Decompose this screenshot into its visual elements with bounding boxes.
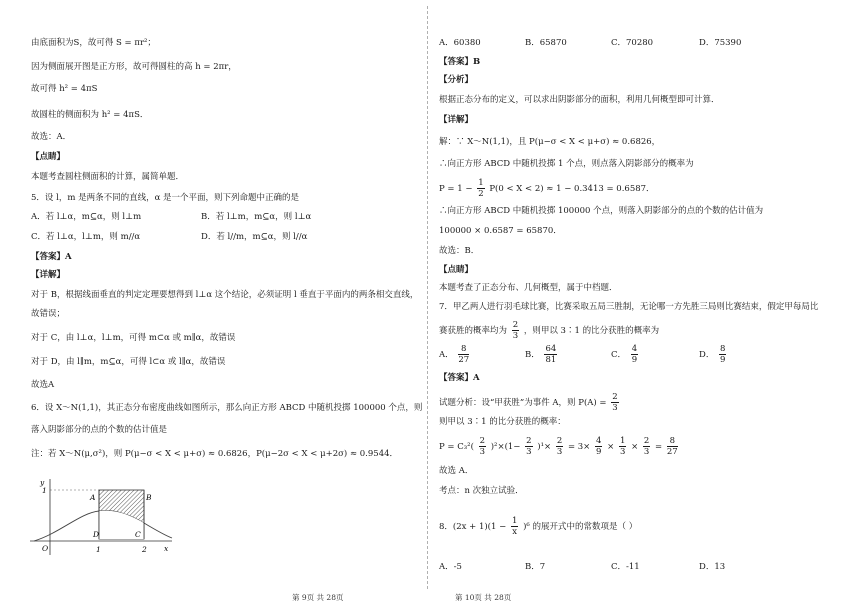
fraction	[525, 436, 532, 457]
text-line: 故选：A．	[31, 132, 72, 142]
option-a: A．-5	[439, 562, 462, 572]
fraction-denominator: 3	[556, 447, 563, 457]
formula-text: ×	[607, 442, 615, 452]
fraction-numerator: 1	[619, 436, 626, 446]
option-letter: B．	[525, 350, 540, 360]
formula-text: ×	[631, 442, 639, 452]
text-line: 则甲以 3∶1 的比分获胜的概率：	[439, 417, 566, 427]
option-c: C．若 l⊥α，l⊥m，则 m//α	[31, 232, 141, 242]
answer-label: 【答案】B	[439, 57, 481, 67]
text-line: 本题考查了正态分布、几何概型，属于中档题．	[439, 283, 618, 293]
question-6: 6．设 X～N(1,1)，其正态分布密度曲线如图所示，那么向正方形 ABCD 中随机投掷 100000 个点，则	[31, 403, 423, 413]
page-footer: 第 9页 共 28页	[292, 593, 344, 602]
left-page	[0, 0, 427, 607]
fraction-denominator: 27	[458, 355, 470, 365]
fraction-numerator: 1	[478, 178, 484, 188]
fraction	[631, 344, 638, 365]
fraction-denominator: 3	[512, 331, 519, 341]
section-heading: 【详解】	[439, 115, 474, 125]
section-heading: 【详解】	[31, 270, 66, 280]
normal-distribution-figure	[30, 475, 175, 557]
formula-text: 8．(2x + 1)(1 −	[439, 522, 507, 532]
fraction-denominator: x	[512, 527, 518, 537]
fraction	[479, 436, 486, 457]
fraction-denominator: 3	[479, 447, 486, 457]
question-7: 7．甲乙两人进行羽毛球比赛，比赛采取五局三胜制，无论哪一方先胜三局则比赛结束，假定甲每局比	[439, 302, 819, 312]
text-line: 对于 B，根据线面垂直的判定定理要想得到 l⊥α 这个结论，必须证明 l 垂直于平面内的两条相交直线，	[31, 290, 419, 300]
formula-text: =	[655, 442, 663, 452]
formula-line	[439, 436, 680, 457]
text-line: ∴向正方形 ABCD 中随机投掷 100000 个点，则落入阴影部分的点的个数的估计值为	[439, 206, 764, 216]
question-5: 5．设 l，m 是两条不同的直线，α 是一个平面，则下列命题中正确的是	[31, 193, 300, 203]
option-letter: A．	[439, 350, 454, 360]
fraction-numerator: 8	[458, 344, 469, 355]
fraction-denominator: 3	[612, 403, 618, 413]
option-a: A．若 l⊥α，m⊆α，则 l⊥m	[31, 212, 142, 222]
text-line: 落入阴影部分的点的个数的估计值是	[31, 425, 168, 435]
option-d: D．75390	[699, 38, 742, 48]
option-letter: C．	[611, 350, 627, 360]
text-segment: ，则甲以 3∶1 的比分获胜的概率为	[523, 326, 660, 336]
fraction	[667, 436, 678, 457]
formula-text: )¹×	[537, 442, 552, 452]
text-line	[439, 392, 621, 413]
option-a	[439, 344, 471, 365]
y-axis-label: y	[40, 478, 45, 487]
text-segment: 试题分析：设“甲获胜”为事件 A，则 P(A) =	[439, 398, 607, 408]
formula-text: P = C₃²(	[439, 442, 474, 452]
fraction-denominator: 2	[478, 189, 484, 199]
fraction	[544, 344, 557, 365]
fraction-denominator: 3	[526, 447, 532, 457]
text-line: 故选 A．	[439, 466, 474, 476]
option-letter: D．	[699, 350, 715, 360]
fraction-numerator: 8	[720, 344, 726, 354]
option-a: A．60380	[439, 38, 481, 48]
fraction-denominator: 9	[631, 355, 638, 365]
section-heading: 【点睛】	[31, 152, 66, 162]
point-d-label: D	[93, 530, 100, 539]
tick-label-2: 2	[142, 545, 147, 554]
formula-text: = 3×	[567, 442, 591, 452]
text-line: 故圆柱的侧面积为 h² = 4πS．	[31, 110, 149, 120]
answer-label: 【答案】A	[439, 373, 480, 383]
fraction-denominator: 3	[619, 447, 626, 457]
tick-label-1: 1	[96, 545, 101, 554]
fraction-numerator: 2	[643, 436, 650, 446]
formula-text: P = 1 −	[439, 184, 473, 194]
text-line: 对于 D，由 l∥m，m⊆α，可得 l⊂α 或 l∥α，故错误	[31, 357, 226, 367]
option-c: C．-11	[611, 562, 640, 572]
fraction	[643, 436, 650, 457]
fraction	[556, 436, 563, 457]
fraction	[512, 320, 519, 341]
fraction-numerator: 4	[631, 344, 638, 354]
option-c	[611, 344, 640, 365]
text-line: 因为侧面展开图是正方形，故可得圆柱的高 h = 2πr，	[31, 62, 237, 72]
text-line: 考点：n 次独立试验．	[439, 486, 524, 496]
point-a-label: A	[90, 493, 96, 502]
option-d: D．13	[699, 562, 726, 572]
text-line: 故错误；	[31, 309, 66, 319]
option-d: D．若 l//m，m⊆α，则 l//α	[201, 232, 308, 242]
text-line	[439, 320, 659, 341]
text-line: ∴向正方形 ABCD 中随机投掷 1 个点，则点落入阴影部分的概率为	[439, 159, 694, 169]
option-b: B．7	[525, 562, 546, 572]
option-b: B．若 l⊥m，m⊆α，则 l⊥α	[201, 212, 312, 222]
y-tick-1-label: 1	[42, 486, 47, 495]
fraction	[511, 516, 518, 537]
section-heading: 【分析】	[439, 75, 474, 85]
formula-text: )²×(1−	[490, 442, 521, 452]
text-line: 根据正态分布的定义，可以求出阴影部分的面积，利用几何概型即可计算．	[439, 95, 720, 105]
option-b	[525, 344, 559, 365]
fraction	[595, 436, 602, 457]
formula-line	[439, 178, 655, 199]
fraction	[719, 344, 726, 365]
option-c: C．70280	[611, 38, 654, 48]
option-d	[699, 344, 728, 365]
fraction-numerator: 2	[556, 436, 563, 446]
text-line: 故可得 h² = 4πS	[31, 84, 98, 94]
fraction-numerator: 2	[479, 436, 486, 446]
fraction	[477, 178, 484, 199]
formula-text: P(0 < X < 2) ≈ 1 − 0.3413 = 0.6587．	[489, 184, 655, 194]
point-b-label: B	[146, 493, 152, 502]
fraction-denominator: 81	[545, 355, 557, 365]
question-8	[439, 516, 637, 537]
answer-label: 【答案】A	[31, 252, 72, 262]
fraction	[619, 436, 626, 457]
text-line: 由底面积为S，故可得 S = πr²；	[31, 38, 156, 48]
text-line: 对于 C，由 l⊥α，l⊥m，可得 m⊂α 或 m∥α，故错误	[31, 333, 236, 343]
text-line: 故选A	[31, 380, 55, 390]
point-c-label: C	[135, 530, 141, 539]
fraction-numerator: 2	[526, 436, 532, 446]
fraction-denominator: 27	[666, 447, 678, 457]
fraction-numerator: 4	[596, 436, 602, 446]
text-segment: 赛获胜的概率均为	[439, 326, 508, 336]
text-line: 本题考查圆柱侧面积的计算，属简单题．	[31, 172, 185, 182]
section-heading: 【点睛】	[439, 265, 474, 275]
origin-label: O	[42, 544, 49, 553]
note-line: 注：若 X～N(μ,σ²)，则 P(μ−σ < X < μ+σ) ≈ 0.6826，P(μ−2σ < X < μ+2σ) ≈ 0.9544．	[31, 449, 399, 459]
fraction-numerator: 64	[545, 344, 557, 354]
fraction-numerator: 8	[667, 436, 678, 447]
fraction-denominator: 9	[720, 355, 726, 365]
page-footer: 第 10页 共 28页	[455, 593, 512, 602]
fraction	[458, 344, 469, 365]
fraction	[611, 392, 618, 413]
fraction-denominator: 3	[643, 447, 650, 457]
fraction-numerator: 2	[612, 392, 618, 402]
text-line: 解：∵ X～N(1,1)，且 P(μ−σ < X < μ+σ) ≈ 0.6826，	[439, 137, 661, 147]
option-b: B．65870	[525, 38, 567, 48]
text-line: 100000 × 0.6587 = 65870．	[439, 226, 562, 236]
fraction-numerator: 1	[511, 516, 518, 526]
text-line: 故选：B．	[439, 246, 480, 256]
right-page	[427, 0, 860, 607]
x-axis-label: x	[164, 544, 169, 553]
fraction-numerator: 2	[512, 320, 519, 330]
fraction-denominator: 9	[596, 447, 602, 457]
formula-text: )⁶ 的展开式中的常数项是（ ）	[523, 522, 638, 532]
